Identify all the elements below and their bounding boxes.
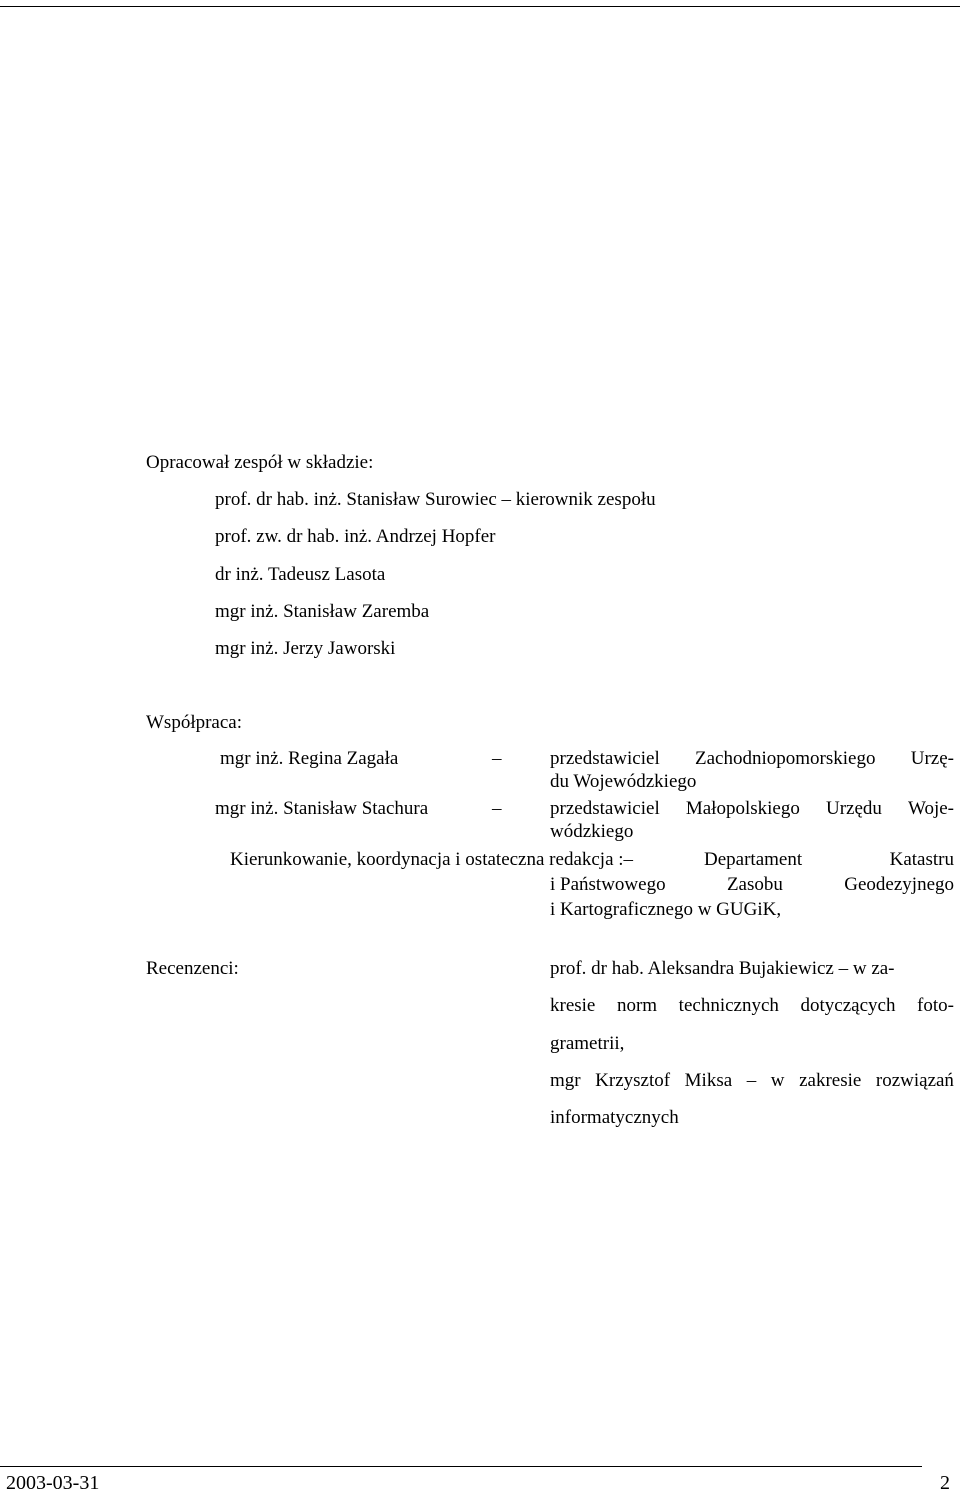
direction-word: Departament (704, 849, 803, 870)
direction-label: Kierunkowanie, koordynacja i ostateczna redakcja :– (230, 849, 634, 870)
cooperator-role-continued: wódzkiego (550, 821, 634, 842)
role-word: Małopolskiego (685, 798, 800, 819)
reviewer-word: Miksa (684, 1070, 733, 1091)
reviewers-label: Recenzenci: (146, 958, 239, 979)
reviewer-word: mgr (550, 1070, 581, 1091)
reviewer-word: technicznych (678, 995, 779, 1016)
team-member: mgr inż. Jerzy Jaworski (215, 638, 396, 659)
role-word: Urzę- (910, 748, 954, 769)
reviewer-line: grametrii, (550, 1033, 625, 1054)
role-word: Woje- (908, 798, 954, 819)
role-word: Zachodniopomorskiego (695, 748, 876, 769)
cooperator-dash: – (492, 798, 502, 819)
team-heading: Opracował zespół w składzie: (146, 452, 374, 473)
cooperator-role-continued: du Wojewódzkiego (550, 771, 697, 792)
reviewer-word: w (770, 1070, 785, 1091)
direction-word: Zasobu (726, 874, 783, 895)
cooperator-role (550, 798, 954, 821)
reviewer-word: rozwiązań (875, 1070, 954, 1091)
reviewer-text: prof. dr hab. Aleksandra Bujakiewicz – w za- (550, 958, 895, 979)
reviewer-word: – (746, 1070, 757, 1091)
reviewer-word: foto- (917, 995, 954, 1016)
reviewer-word: zakresie (799, 1070, 862, 1091)
cooperator-role (550, 748, 954, 771)
reviewer-word: Krzysztof (595, 1070, 671, 1091)
cooperator-name: mgr inż. Regina Zagała (220, 748, 399, 769)
reviewer-word: norm (616, 995, 658, 1016)
reviewer-line (550, 1070, 954, 1093)
reviewer-line (550, 958, 954, 981)
role-word: przedstawiciel (550, 748, 660, 769)
team-member: dr inż. Tadeusz Lasota (215, 564, 386, 585)
page-number: 2 (940, 1472, 950, 1494)
cooperator-name: mgr inż. Stanisław Stachura (215, 798, 429, 819)
footer-rule (0, 1466, 922, 1467)
direction-line (704, 849, 954, 872)
team-member: mgr inż. Stanisław Zaremba (215, 601, 430, 622)
direction-word: i Państwowego (550, 874, 666, 895)
cooperator-dash: – (492, 748, 502, 769)
team-member: prof. dr hab. inż. Stanisław Surowiec – kierownik zespołu (215, 489, 656, 510)
reviewer-line: informatycznych (550, 1107, 679, 1128)
direction-word: Katastru (889, 849, 954, 870)
cooperation-label: Współpraca: (146, 712, 243, 733)
direction-line (550, 874, 954, 897)
reviewer-word: kresie (550, 995, 596, 1016)
team-member: prof. zw. dr hab. inż. Andrzej Hopfer (215, 526, 496, 547)
role-word: przedstawiciel (550, 798, 660, 819)
reviewer-word: dotyczących (800, 995, 896, 1016)
direction-line: i Kartograficznego w GUGiK, (550, 899, 782, 920)
direction-word: Geodezyjnego (844, 874, 954, 895)
footer-date: 2003-03-31 (6, 1472, 100, 1494)
reviewer-line (550, 995, 954, 1018)
role-word: Urzędu (825, 798, 882, 819)
top-rule (0, 6, 960, 7)
